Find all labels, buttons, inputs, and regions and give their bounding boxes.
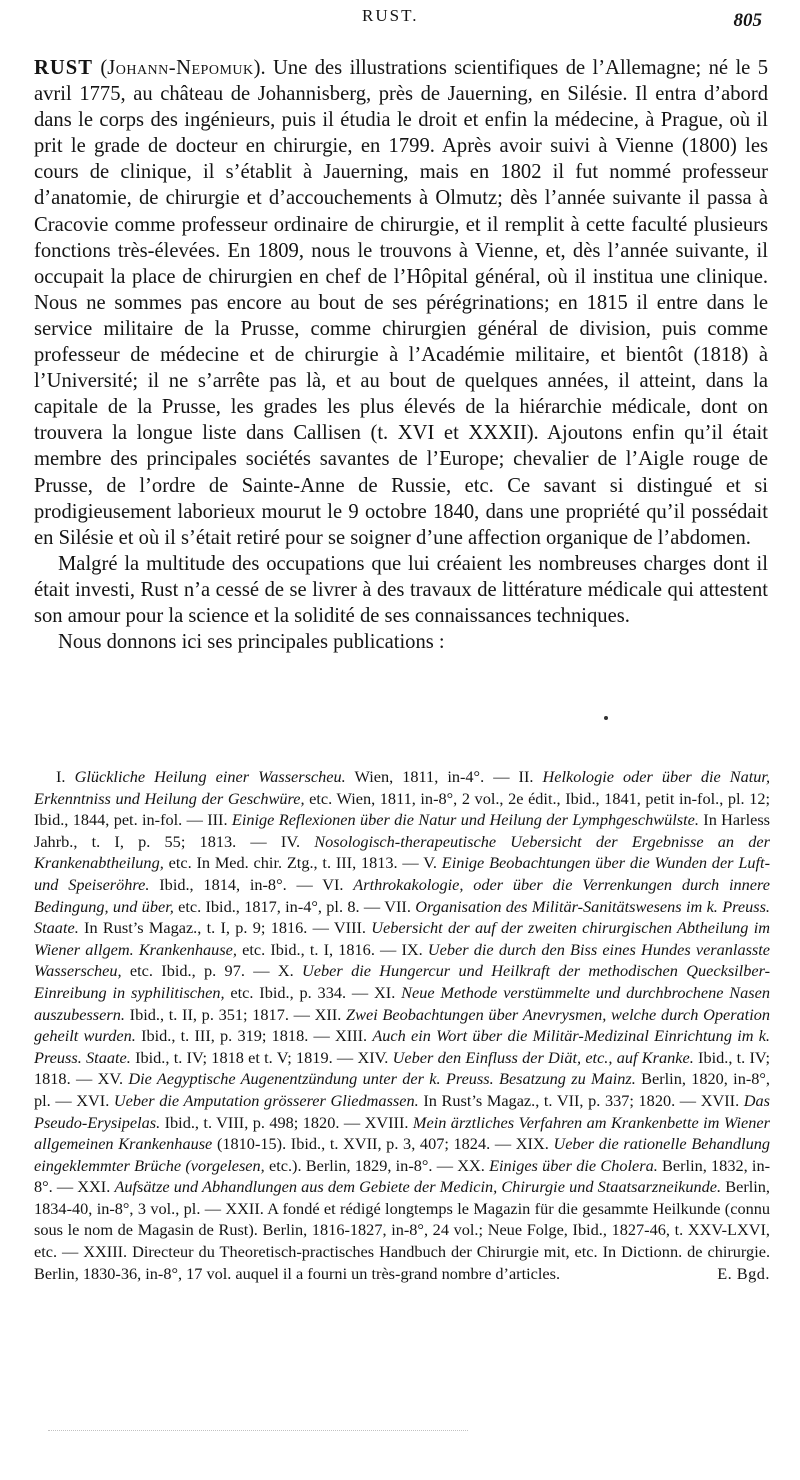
publication-number: XIV. (357, 1047, 393, 1067)
publication-title: Uebersicht der auf der zweiten chirurgischen Abtheilung im Wiener allgem. Krankenhause, (34, 918, 770, 959)
publication-details: etc.). Berlin, 1829, in-8°. — (264, 1155, 458, 1175)
publication-details: Wien, 1811, in-4°. — (345, 767, 519, 786)
publication-title: Neue Methode verstümmelte und durchbrochene Nasen auszubessern. (34, 982, 770, 1024)
publication-details: etc. Ibid., p. 97. — (121, 961, 278, 981)
publication-number: XVI. (76, 1090, 114, 1110)
page-number: 805 (733, 10, 762, 31)
publication-item (76, 1091, 700, 1110)
biography-text: Une des illustrations scientifiques de l’Allemagne; né le 5 avril 1775, au château de Johannisberg, près de Jauerning, en Silésie. Il entra d’abord dans le corps des ingénieurs, puis il étudia le droit et enfin la médecine, à Prague, où il prit le grade de docteur en chirurgie, en 1799. Après avoir suivi à Vienne (1800) les cours de clinique, il s’établit à Jauerning, mais en 1802 il fut nommé professeur d’anatomie, de chirurgie et d’accouchements à Olmutz; dès l’année suivante il passa à Cracovie comme professeur ordinaire de chirurgie, et il remplit à cette faculté plusieurs fonctions très-élevées. En 1809, nous le trouvons à Vienne, et, dès l’année suivante, il occupait la place de chirurgien en chef de l’Hôpital général, où il institua une clinique. Nous ne sommes pas encore au bout de ses pérégrinations; en 1815 il entre dans le service militaire de la Prusse, comme chirurgien général de division, puis comme professeur de médecine et de chirurgie à l’Académie militaire, et bientôt (1818) à l’Université; il ne s’arrête pas là, et au bout de quelques années, il atteint, dans la capitale de la Prusse, les grades les plus élevés de la hiérarchie médicale, dont on trouvera la longue liste dans Callisen (t. XVI et XXXII). Ajoutons enfin qu’il était membre des principales sociétés savantes de l’Europe; chevalier de l’Aigle rouge de Prusse, de l’ordre de Sainte-Anne de Russie, etc. Ce savant si distingué et si prodigieusement laborieux mourut le 9 octobre 1840, dans une propriété qu’il possédait en Silésie et où il s’était retiré pour se soigner d’une affection organique de l’abdomen. (34, 57, 768, 549)
publication-title: Einige Reflexionen über die Natur und Heilung der Lymphgeschwülste. (231, 810, 699, 830)
publication-item (34, 1242, 770, 1283)
entry-paragraph-2: Malgré la multitude des occupations que lui créaient les nombreuses charges dont il était investi, Rust n’a cessé de se livrer à des travaux de littérature médicale qui attestent son amour pour la science et la solidité de ses connaissances techniques. (34, 552, 768, 627)
publication-title: Ueber die Hungercur und Heilkraft der methodischen Quecksilber-Einreibung in syphilitischen, (34, 961, 770, 1002)
publication-details: Berlin, 1834-40, in-8°, 3 vol., pl. — (34, 1177, 770, 1218)
publication-details: Directeur du Theoretisch-practisches Handbuch der Chirurgie mit, etc. In Dictionn. de chirurgie. Berlin, 1830-36, in-8°, 17 vol. auquel il a fourni un très-grand nombre d’articles. (34, 1242, 771, 1283)
entry-forename: Johann-Nepomuk (107, 57, 254, 79)
publication-title: Ueber den Einfluss der Diät, etc., auf Kranke. (392, 1047, 694, 1067)
publication-title: Arthrokakologie, oder über die Verrenkungen durch innere Bedingung, und über, (34, 874, 770, 916)
publication-details: A fondé et rédigé longtemps le Magazin für die gesammte Heilkunde (connu sous le nom de Magasin de Rust). Berlin, 1816-1827, in-8°, 24 vol.; Neue Folge, Ibid., 1827-46, t. XXV-LXVI, etc. — (34, 1198, 771, 1262)
publication-number: XV. (97, 1069, 129, 1089)
publication-details: Ibid., t. IV; 1818 et t. V; 1819. — (130, 1047, 358, 1067)
publication-number: XVIII. (364, 1112, 413, 1132)
publication-number: II. (518, 767, 543, 786)
entry-paragraph-3: Nous donnons ici ses principales publications : (58, 631, 445, 654)
publication-details: In Rust’s Magaz., t. I, p. 9; 1816. — (78, 918, 334, 938)
publication-number: XX. (457, 1155, 490, 1175)
publication-details: Berlin, 1820, in-8°, pl. — (34, 1069, 770, 1110)
publication-details: Ibid., t. II, p. 351; 1817. — (124, 1004, 315, 1024)
entry-body (34, 55, 768, 655)
publication-title: Organisation des Militär-Sanitätswesens im k. Preuss. Staate. (34, 896, 770, 938)
publication-title: Auch ein Wort über die Militär-Medizinal Einrichtung im k. Preuss. Staate. (34, 1026, 770, 1067)
publication-number: XII. (314, 1004, 347, 1024)
publication-details: Ibid., t. VIII, p. 498; 1820. — (160, 1112, 365, 1132)
publication-number: XIII. (335, 1026, 373, 1046)
publication-title: Einige Beobachtungen über die Wunden der Luft- und Speiseröhre. (34, 853, 770, 894)
publication-title: Nosologisch-therapeutische Uebersicht der Ergebnisse an der Krankenabtheilung, (34, 831, 770, 873)
publication-title: Ueber die durch den Biss eines Hundes veranlasste Wasserscheu, (34, 939, 771, 981)
stray-dot (604, 716, 608, 720)
publication-title: Glückliche Heilung einer Wasserscheu. (74, 767, 346, 786)
publication-number: XXIII. (83, 1242, 133, 1262)
publication-details: etc. Ibid., 1817, in-4°, pl. 8. — (173, 896, 385, 916)
publication-details: In Harless Jahrb., t. I, p. 55; 1813. — (34, 810, 771, 851)
entry-paragraph-1 (34, 55, 768, 551)
publication-title: Mein ärztliches Verfahren am Krankenbette im Wiener allgemeinen Krankenhause (34, 1112, 770, 1154)
publication-number: X. (277, 961, 303, 981)
publication-title: Aufsätze und Abhandlungen aus dem Gebiete der Medicin, Chirurgie und Staatsarzneikunde. (114, 1177, 722, 1197)
publication-number: I. (56, 767, 75, 786)
publication-number: IV. (280, 831, 315, 851)
publication-number: IX. (401, 939, 428, 959)
publication-item (56, 767, 519, 786)
publication-details: Ibid., t. III, p. 319; 1818. — (135, 1026, 336, 1046)
publication-number: XXII. (225, 1198, 268, 1218)
bottom-scan-marks (48, 1430, 468, 1433)
publication-details: etc. Wien, 1811, in-8°, 2 vol., 2e édit., Ibid., 1841, petit in-fol., pl. 12; Ibid., 1844, pet. in-fol. — (34, 788, 770, 830)
publication-title: Das Pseudo-Erysipelas. (34, 1090, 771, 1132)
publication-details: In Rust’s Magaz., t. VII, p. 337; 1820. — (418, 1090, 701, 1110)
running-title: RUST. (362, 6, 419, 25)
publication-details: (1810-15). Ibid., t. XVII, p. 3, 407; 1824. — (212, 1134, 516, 1154)
publication-details: Berlin, 1832, in-8°. — (34, 1155, 771, 1197)
publication-number: VII. (384, 896, 416, 916)
publication-list (34, 766, 770, 1284)
name-close-paren: ). (253, 57, 274, 79)
publication-number: XVII. (700, 1090, 744, 1110)
publication-details: etc. Ibid., t. I, 1816. — (236, 939, 402, 959)
publication-title: Ueber die rationelle Behandlung eingeklemmter Brüche (vorgelesen, (34, 1134, 771, 1175)
publication-title: Helkologie oder über die Natur, Erkenntniss und Heilung der Geschwüre, (34, 767, 771, 808)
name-open-paren: ( (92, 57, 108, 79)
publication-details: etc. Ibid., p. 334. — (224, 982, 375, 1002)
publication-title: Die Aegyptische Augenentzündung unter der k. Preuss. Besatzung zu Mainz. (128, 1069, 636, 1089)
publication-title: Zwei Beobachtungen über Anevrysmen, welche durch Operation geheilt wurden. (34, 1004, 770, 1046)
publication-number: VIII. (333, 918, 372, 938)
entry-headword: RUST (34, 57, 93, 79)
publication-details: etc. In Med. chir. Ztg., t. III, 1813. — (163, 853, 424, 873)
publication-details: Ibid., t. IV; 1818. — (34, 1047, 770, 1089)
publication-details: Ibid., 1814, in-8°. — (149, 874, 323, 894)
publication-number: VI. (322, 874, 354, 894)
publication-number: V. (423, 853, 442, 873)
publication-title: Einiges über die Cholera. (489, 1155, 658, 1175)
author-signature: E. Bgd. (717, 1263, 770, 1283)
publication-number: III. (207, 810, 232, 830)
publication-number: XI. (374, 982, 402, 1002)
publication-number: XIX. (515, 1134, 554, 1154)
publication-title: Ueber die Amputation grösserer Gliedmassen. (113, 1090, 419, 1110)
publication-number: XXI. (77, 1177, 115, 1197)
